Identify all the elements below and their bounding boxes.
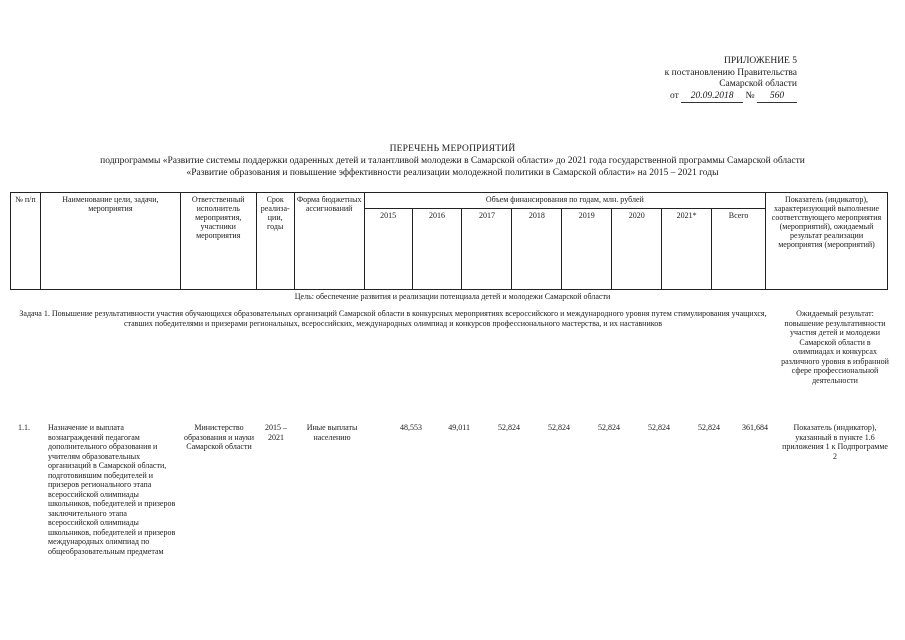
row-num: 1.1. xyxy=(18,423,30,432)
value-2021: 52,824 xyxy=(698,423,720,432)
row-name: Назначение и выплата вознаграждений педагогам дополнительного образования и учителям образовательных организаций в Самарской области, подготовившим победителей и призеров регионального этапа всероссийской олимпиады школьников, победителей и призеров заключительного этапа всероссийской олимпиады школьников, победителей и призеров международных олимпиад по общеобразовательным предметам xyxy=(48,423,176,556)
year-2018: 2018 xyxy=(512,209,562,290)
appendix-block xyxy=(617,56,797,103)
header-name: Наименование цели, задачи, мероприятия xyxy=(40,193,180,290)
decree-number: 560 xyxy=(757,91,797,104)
value-2019: 52,824 xyxy=(598,423,620,432)
title-subprogram: подпрограммы «Развитие системы поддержки одаренных детей и талантливой молодежи в Самарской области» до 2021 года государственной программы Самарской области xyxy=(100,156,805,166)
task-expected-result: Ожидаемый результат: повышение результативности участия детей и молодежи Самарской области в олимпиадах и конкурсах различного уровня в избранной сфере профессиональной деятельности xyxy=(781,309,889,385)
header-indicator: Показатель (индикатор), характеризующий выполнение соответствующего мероприятия (мероприятий), ожидаемый результат реализации мероприятия (мероприятий) xyxy=(766,193,888,290)
year-total: Всего xyxy=(712,209,766,290)
appendix-region: Самарской области xyxy=(719,79,797,89)
title-program: «Развитие образования и повышение эффективности реализации молодежной политики в Самарской области» на 2015 – 2021 годы xyxy=(186,168,719,178)
year-2019: 2019 xyxy=(562,209,612,290)
row-form: Иные выплаты населению xyxy=(306,423,358,442)
year-2020: 2020 xyxy=(612,209,662,290)
row-executor: Министерство образования и науки Самарской области xyxy=(183,423,255,451)
value-2017: 52,824 xyxy=(498,423,520,432)
date-prefix: от xyxy=(670,90,679,101)
document-title xyxy=(0,143,905,179)
year-2017: 2017 xyxy=(462,209,512,290)
decree-date: 20.09.2018 xyxy=(681,91,743,104)
value-2020: 52,824 xyxy=(648,423,670,432)
value-2018: 52,824 xyxy=(548,423,570,432)
plan-table-header xyxy=(10,192,888,290)
header-num: № п/п xyxy=(11,193,41,290)
task-description: Задача 1. Повышение результативности участия обучающихся образовательных организаций Самарской области в конкурсных мероприятиях всероссийского и международного уровня путем стимулирования учащихся, ставших победителями и призерами региональных, всероссийских, международных олимпиад и конкурсов профессионального мастерства, и их наставников xyxy=(19,309,767,328)
value-2015: 48,553 xyxy=(400,423,422,432)
appendix-title: ПРИЛОЖЕНИЕ 5 xyxy=(723,56,797,66)
header-form: Форма бюджетных ассигнований xyxy=(294,193,364,290)
year-2015: 2015 xyxy=(364,209,412,290)
header-executor: Ответственный исполнитель мероприятия, участники мероприятия xyxy=(180,193,256,290)
header-term: Срок реализа-ции, годы xyxy=(256,193,294,290)
year-2016: 2016 xyxy=(412,209,462,290)
row-term: 2015 – 2021 xyxy=(265,423,287,442)
row-indicator: Показатель (индикатор), указанный в пункте 1.6 приложения 1 к Подпрограмме 2 xyxy=(782,423,888,461)
year-2021: 2021* xyxy=(662,209,712,290)
value-total: 361,684 xyxy=(742,423,768,432)
value-2016: 49,011 xyxy=(448,423,470,432)
title-main: ПЕРЕЧЕНЬ МЕРОПРИЯТИЙ xyxy=(389,144,516,154)
goal-line: Цель: обеспечение развития и реализации потенциала детей и молодежи Самарской области xyxy=(294,292,611,301)
header-funding: Объем финансирования по годам, млн. рублей xyxy=(364,193,765,209)
appendix-reference: к постановлению Правительства xyxy=(664,67,797,78)
number-sign: № xyxy=(745,90,755,101)
appendix-date-line xyxy=(617,91,797,104)
